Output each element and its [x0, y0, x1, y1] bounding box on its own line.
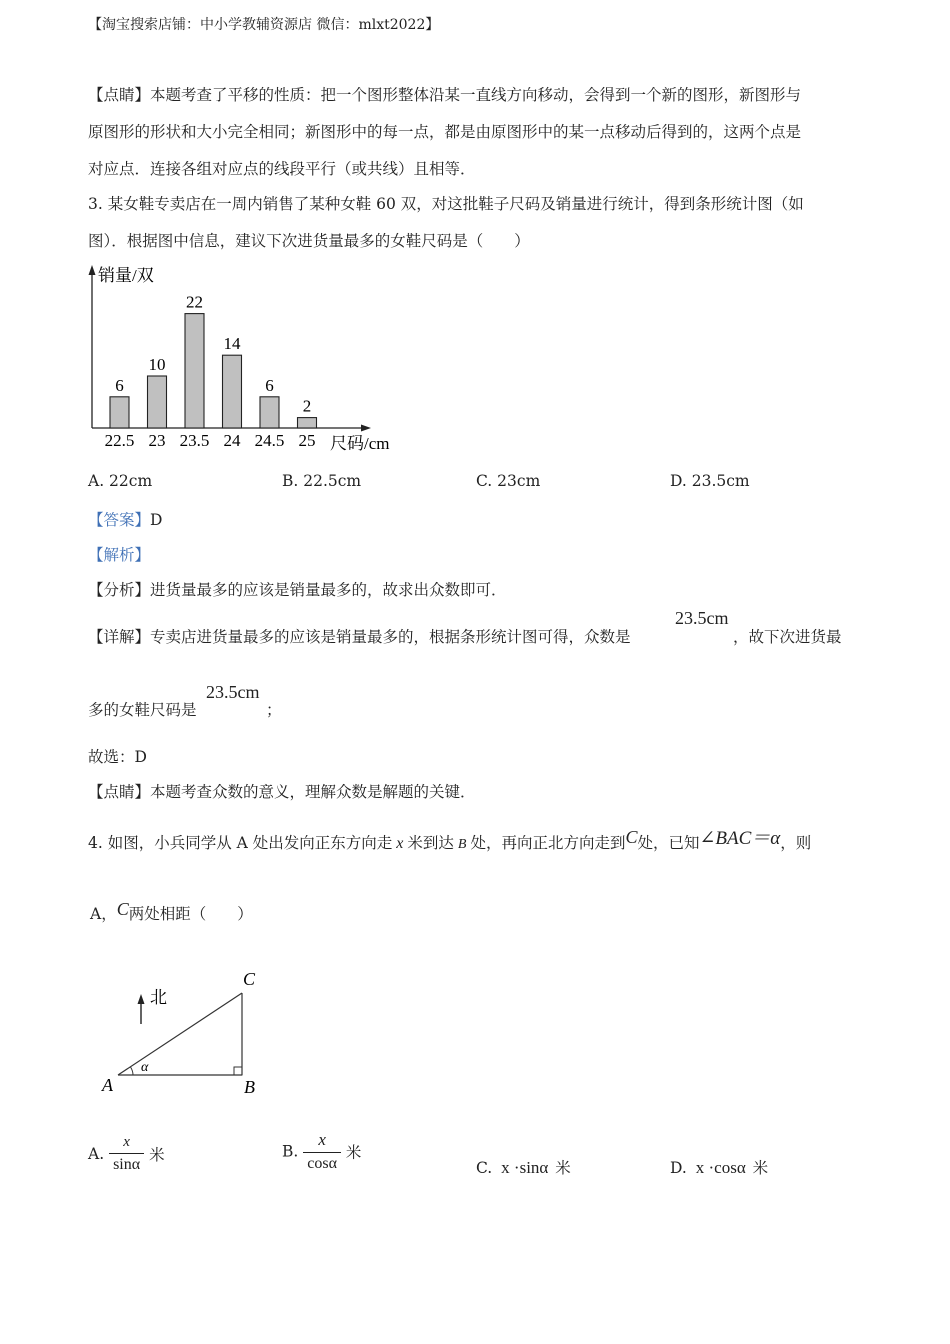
tick-label: 23 [148, 431, 166, 450]
bar [185, 314, 204, 428]
q4-stem-line2 [90, 899, 253, 924]
q4-stem-line1 [88, 827, 811, 854]
q3-detail-line2-end: ； [266, 701, 282, 719]
q3-option-d: D. 23.5cm [670, 472, 750, 490]
point-c-label-2: C [116, 899, 129, 919]
bar [298, 418, 317, 428]
option-c-expression: x ·sinα [501, 1158, 549, 1177]
q4-stem-text-e: ，则 [780, 834, 812, 852]
x-axis-arrow-icon [361, 425, 371, 432]
vertex-c-label: C [243, 969, 256, 989]
answer-value: D [150, 511, 163, 529]
tick-label: 24.5 [254, 431, 285, 450]
option-b-unit: 米 [345, 1143, 362, 1162]
q4-option-c [476, 1156, 571, 1178]
q4-stem-line2-a: A， [90, 905, 117, 923]
vertex-a-label: A [102, 1075, 113, 1095]
right-angle-mark [234, 1067, 242, 1075]
analysis-tag: 【解析】 [88, 546, 151, 564]
option-d-label: D. [670, 1159, 687, 1177]
option-c-unit: 米 [555, 1159, 571, 1177]
var-x: x [396, 835, 404, 852]
option-b-label: B. [282, 1142, 299, 1161]
q3-option-c: C. 23cm [476, 472, 541, 490]
q3-detail-line1-text: 【详解】专卖店进货量最多的应该是销量最多的，根据条形统计图可得，众数是 [88, 628, 631, 646]
option-b-fraction [303, 1130, 341, 1173]
q4-stem-text-c: 处，再向正北方向走到 [470, 834, 626, 852]
data-label: 6 [115, 375, 124, 395]
option-a-fraction [109, 1134, 144, 1174]
side-ac [118, 993, 242, 1075]
option-a-label: A. [88, 1145, 105, 1163]
y-axis-label: 销量/双 [98, 266, 154, 285]
q2-comment-line3: 对应点．连接各组对应点的线段平行（或共线）且相等． [88, 160, 476, 178]
q2-comment-line2: 原图形的形状和大小完全相同；新图形中的每一点，都是由原图形中的某一点移动后得到的，这两个点是 [88, 123, 802, 141]
q4-option-b [282, 1130, 361, 1173]
north-label: 北 [150, 988, 167, 1007]
q3-analysis: 【分析】进货量最多的应该是销量最多的，故求出众数即可． [88, 581, 507, 599]
q3-detail-line1-end: ，故下次进货最 [733, 628, 842, 646]
q3-detail-line2-value: 23.5cm [206, 682, 260, 702]
q3-stem-line2: 图）．根据图中信息，建议下次进货量最多的女鞋尺码是（ ） [88, 232, 530, 250]
angle-arc [131, 1067, 134, 1075]
tick-label: 22.5 [104, 431, 135, 450]
q3-stem-line1: 3. 某女鞋专卖店在一周内销售了某种女鞋 60 双，对这批鞋子尺码及销量进行统计，得到条形统计图（如 [88, 195, 804, 213]
triangle-figure [96, 962, 276, 1102]
option-c-label: C. [476, 1159, 493, 1177]
q4-stem-text-a: 4. 如图，小兵同学从 A 处出发向正东方向走 [88, 834, 393, 852]
option-a-denominator: sinα [109, 1153, 144, 1174]
q3-option-a: A. 22cm [88, 472, 153, 490]
bar [110, 397, 129, 428]
data-label: 22 [186, 292, 203, 312]
answer-tag: 【答案】 [88, 511, 151, 529]
north-arrow-head-icon [138, 994, 145, 1004]
option-b-numerator: x [318, 1130, 326, 1149]
alpha-label: α [141, 1060, 149, 1075]
angle-expression: ∠BAC＝α [699, 828, 781, 849]
data-label: 14 [223, 334, 241, 354]
q4-option-d [670, 1156, 768, 1178]
tick-label: 24 [223, 431, 241, 450]
q3-detail-mode-value: 23.5cm [675, 608, 729, 628]
y-axis-arrow-icon [89, 265, 96, 275]
option-a-numerator: x [123, 1134, 130, 1150]
data-label: 2 [302, 396, 312, 416]
option-d-unit: 米 [752, 1159, 769, 1177]
q3-option-b: B. 22.5cm [282, 472, 362, 490]
option-d-expression: x ·cosα [695, 1158, 746, 1177]
q4-stem-text-b: 米到达 [407, 834, 454, 852]
bar [148, 376, 167, 428]
q4-option-a [88, 1134, 165, 1174]
tick-label: 23.5 [179, 431, 210, 450]
sales-bar-chart [80, 262, 410, 458]
data-label: 6 [265, 375, 274, 395]
option-b-denominator: cosα [303, 1152, 341, 1173]
q3-choose: 故选：D [88, 748, 147, 766]
tick-label: 25 [298, 431, 316, 450]
option-a-unit: 米 [149, 1146, 165, 1164]
q3-answer [88, 508, 162, 530]
point-b-label: B [457, 837, 467, 852]
point-c-label: C [625, 827, 638, 847]
data-label: 10 [148, 355, 166, 374]
q2-comment-line1: 【点睛】本题考查了平移的性质：把一个图形整体沿某一直线方向移动，会得到一个新的图形，新图形与 [88, 86, 802, 104]
vertex-b-label: B [244, 1077, 255, 1097]
q3-detail-line2-text: 多的女鞋尺码是 [88, 701, 197, 719]
q4-stem-text-d: 处，已知 [637, 834, 700, 852]
bar [260, 397, 279, 428]
chart-layer [89, 265, 390, 453]
q3-comment: 【点睛】本题考查众数的意义，理解众数是解题的关键． [88, 783, 476, 801]
x-axis-label: 尺码/cm [330, 434, 390, 453]
q4-stem-line2-b: 两处相距（ ） [128, 905, 253, 923]
header-shop-info: 【淘宝搜索店铺：中小学教辅资源店 微信：mlxt2022】 [88, 17, 440, 33]
bar [223, 355, 242, 428]
